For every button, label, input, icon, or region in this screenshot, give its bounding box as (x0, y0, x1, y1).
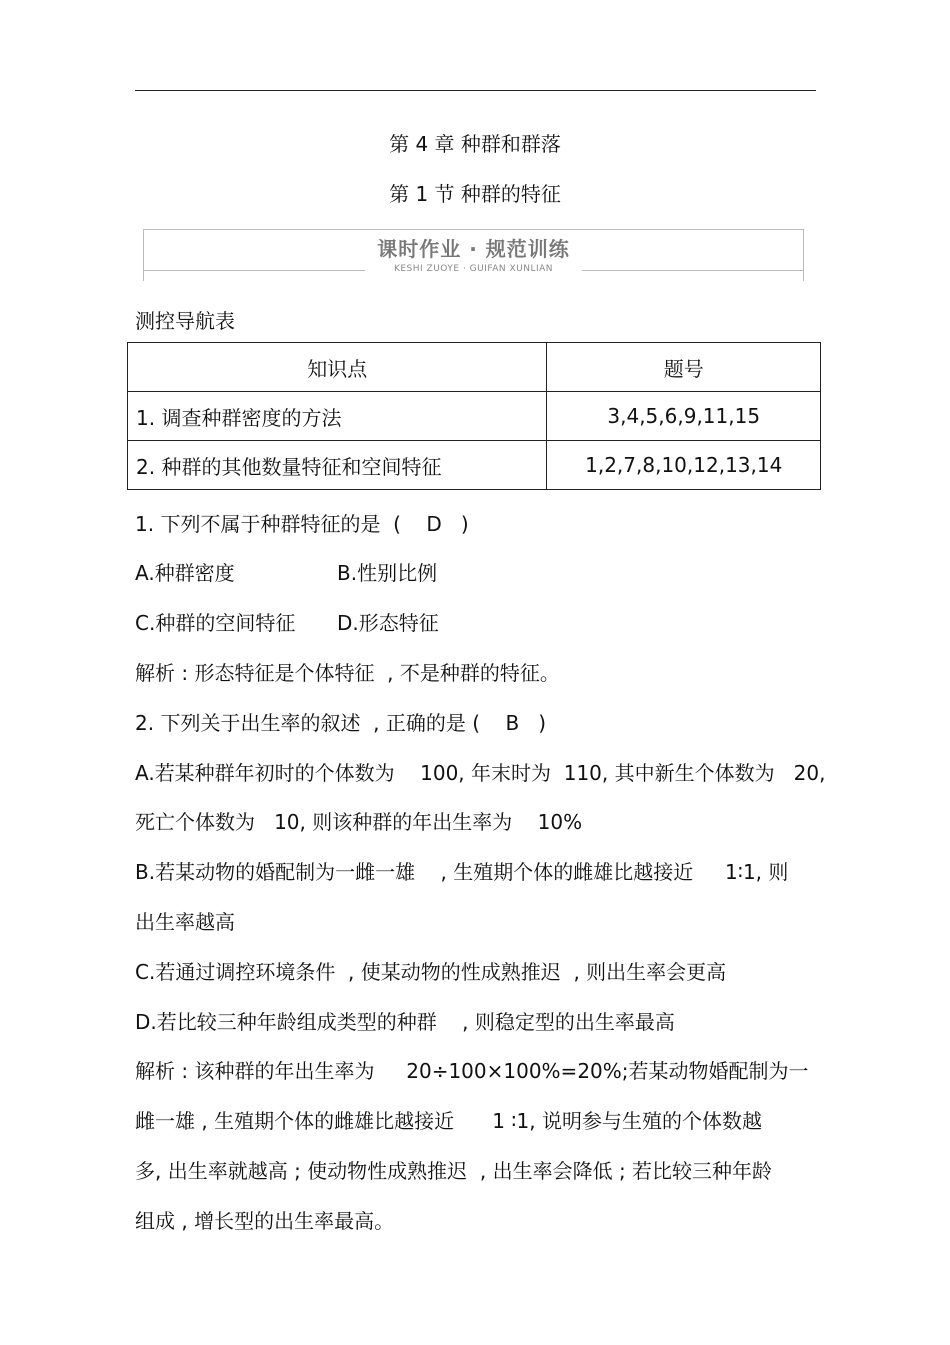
q1-analysis: 解析 : 形态特征是个体特征 , 不是种群的特征。 (135, 661, 560, 685)
q2-option-c: C.若通过调控环境条件 , 使某动物的性成熟推迟 , 则出生率会更高 (135, 960, 727, 984)
q2-option-b-line2: 出生率越高 (135, 910, 235, 934)
homework-banner (143, 229, 804, 281)
q2-option-b-line1: B.若某动物的婚配制为一雌一雄 , 生殖期个体的雌雄比越接近 1∶1, 则 (135, 860, 789, 884)
q1-stem: 1. 下列不属于种群特征的是 ( D ) (135, 512, 469, 536)
navigation-table (127, 342, 821, 490)
table-row (128, 392, 821, 441)
row-knowledge-point: 1. 调查种群密度的方法 (128, 392, 547, 441)
banner-title: 课时作业 · 规范训练 (377, 237, 570, 261)
q1-option-c: C.种群的空间特征 (135, 611, 296, 635)
q1-option-b: B.性别比例 (337, 561, 438, 585)
q2-option-a-line2: 死亡个体数为 10, 则该种群的年出生率为 10% (135, 810, 583, 834)
row-question-numbers: 3,4,5,6,9,11,15 (547, 392, 821, 441)
q1-option-d: D.形态特征 (337, 611, 439, 635)
top-rule (135, 90, 816, 91)
row-knowledge-point: 2. 种群的其他数量特征和空间特征 (128, 441, 547, 490)
header-knowledge-point: 知识点 (128, 343, 547, 392)
q2-analysis-line1: 解析 : 该种群的年出生率为 20÷100×100%=20%;若某动物婚配制为一 (135, 1059, 809, 1083)
section-title: 第 1 节 种群的特征 (389, 182, 561, 206)
q1-option-a: A.种群密度 (135, 561, 235, 585)
q2-analysis-line3: 多, 出生率就越高 ; 使动物性成熟推迟 , 出生率会降低 ; 若比较三种年龄 (135, 1159, 773, 1183)
q2-analysis-line4: 组成 , 增长型的出生率最高。 (135, 1209, 395, 1233)
banner-subtitle: KESHI ZUOYE · GUIFAN XUNLIAN (393, 264, 554, 274)
chapter-title: 第 4 章 种群和群落 (389, 132, 561, 156)
table-header-row (128, 343, 821, 392)
header-question-numbers: 题号 (547, 343, 821, 392)
q2-option-a-line1: A.若某种群年初时的个体数为 100, 年末时为 110, 其中新生个体数为 20, (135, 761, 826, 785)
q2-analysis-line2: 雌一雄 , 生殖期个体的雌雄比越接近 1 ∶1, 说明参与生殖的个体数越 (135, 1109, 762, 1133)
nav-table-caption: 测控导航表 (135, 309, 235, 333)
table-row (128, 441, 821, 490)
q2-stem: 2. 下列关于出生率的叙述 , 正确的是 ( B ) (135, 711, 547, 735)
row-question-numbers: 1,2,7,8,10,12,13,14 (547, 441, 821, 490)
q2-option-d: D.若比较三种年龄组成类型的种群 , 则稳定型的出生率最高 (135, 1010, 675, 1034)
